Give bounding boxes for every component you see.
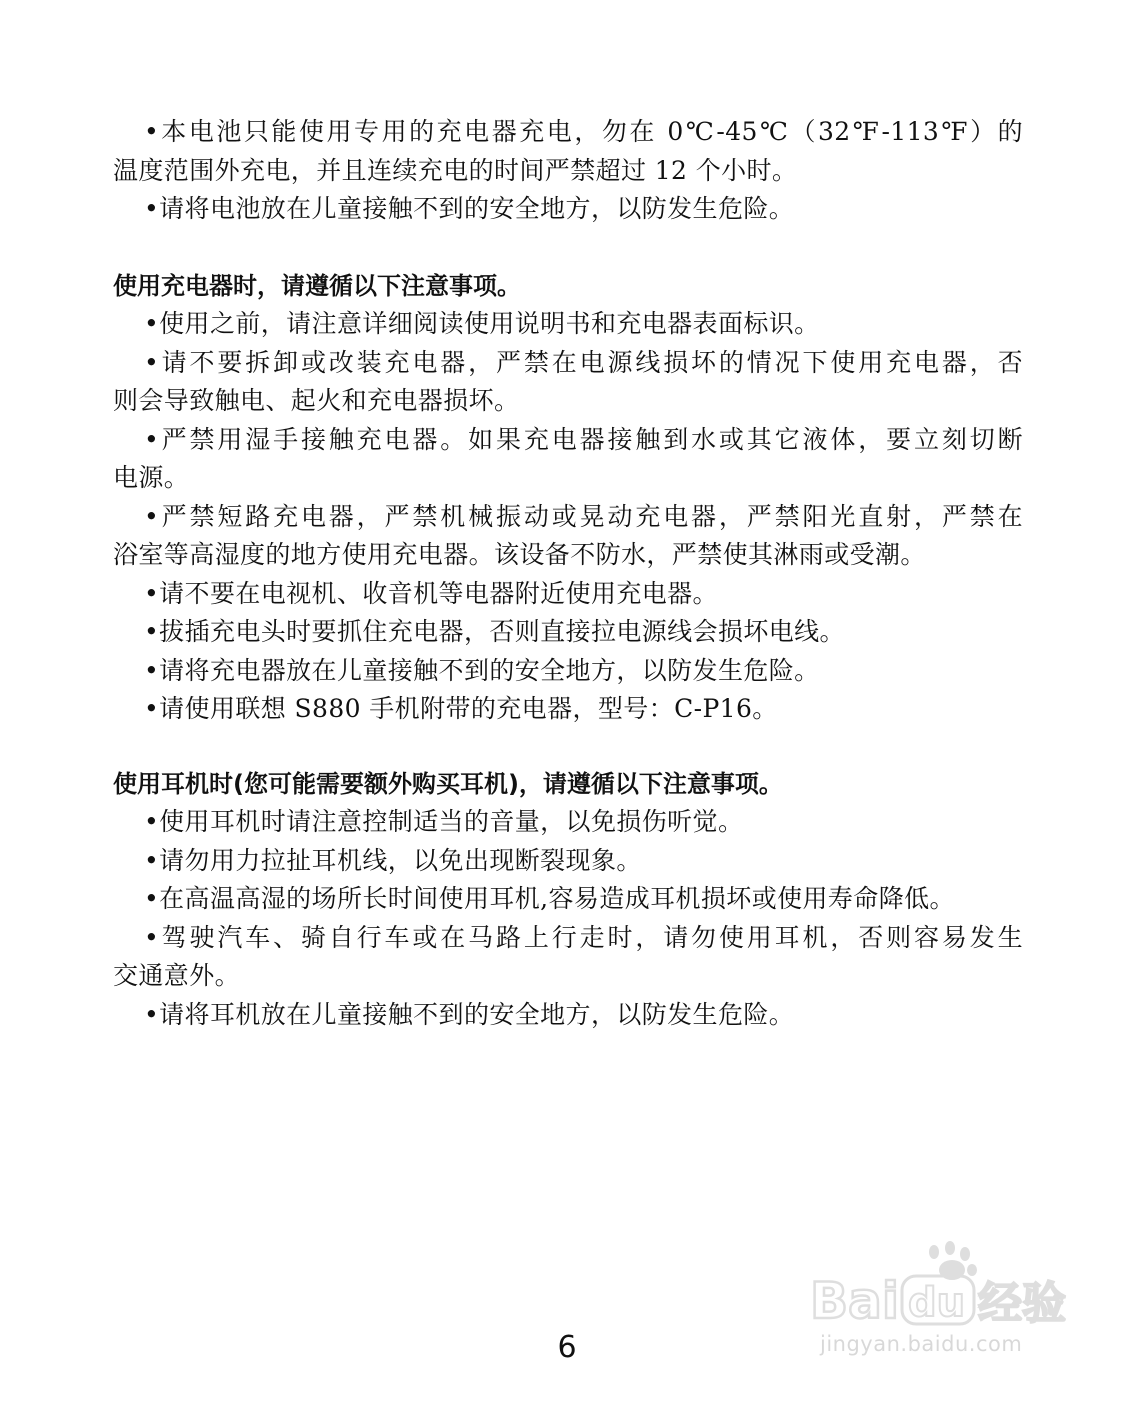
charger-item-2-line-1: •请不要拆卸或改装充电器，严禁在电源线损坏的情况下使用充电器，否 xyxy=(144,347,1023,377)
baidu-jingyan-watermark xyxy=(810,1240,1070,1370)
charger-item-7: •请将充电器放在儿童接触不到的安全地方，以防发生危险。 xyxy=(144,655,820,685)
section-gap xyxy=(113,229,1023,267)
charger-item-5: •请不要在电视机、收音机等电器附近使用充电器。 xyxy=(144,578,718,608)
svg-text:du: du xyxy=(908,1280,966,1326)
section-gap xyxy=(113,729,1023,765)
charger-item-3-line-1: •严禁用湿手接触充电器。如果充电器接触到水或其它液体，要立刻切断 xyxy=(144,424,1023,454)
charger-item-8: •请使用联想 S880 手机附带的充电器，型号：C-P16。 xyxy=(144,694,778,723)
battery-item-1-line-1: •本电池只能使用专用的充电器充电，勿在 0℃-45℃（32℉-113℉）的 xyxy=(144,117,1023,146)
headset-section-heading: 使用耳机时(您可能需要额外购买耳机)，请遵循以下注意事项。 xyxy=(113,769,783,798)
watermark-url: jingyan.baidu.com xyxy=(820,1332,1023,1356)
svg-text:Bai: Bai xyxy=(810,1272,899,1330)
headset-item-2: •请勿用力拉扯耳机线，以免出现断裂现象。 xyxy=(144,845,642,875)
headset-item-1: •使用耳机时请注意控制适当的音量，以免损伤听觉。 xyxy=(144,807,744,836)
headset-item-4-line-1: •驾驶汽车、骑自行车或在马路上行走时，请勿使用耳机，否则容易发生 xyxy=(144,922,1023,952)
charger-item-2-line-2: 则会导致触电、起火和充电器损坏。 xyxy=(113,386,520,415)
headset-item-3: •在高温高湿的场所长时间使用耳机,容易造成耳机损坏或使用寿命降低。 xyxy=(144,884,955,913)
charger-section-heading: 使用充电器时，请遵循以下注意事项。 xyxy=(113,271,521,300)
headset-item-4-line-2: 交通意外。 xyxy=(113,961,241,990)
baidu-logo-icon xyxy=(810,1240,1070,1330)
page-number: 6 xyxy=(557,1330,577,1365)
svg-text:经验: 经验 xyxy=(978,1278,1066,1329)
charger-item-1: •使用之前，请注意详细阅读使用说明书和充电器表面标识。 xyxy=(144,309,820,338)
charger-item-6: •拔插充电头时要抓住充电器，否则直接拉电源线会损坏电线。 xyxy=(144,617,845,646)
charger-item-4-line-2: 浴室等高湿度的地方使用充电器。该设备不防水，严禁使其淋雨或受潮。 xyxy=(113,540,926,569)
charger-item-3-line-2: 电源。 xyxy=(113,463,190,492)
document-page xyxy=(113,113,1023,1034)
battery-item-1-line-2: 温度范围外充电，并且连续充电的时间严禁超过 12 个小时。 xyxy=(113,155,798,185)
battery-item-2: •请将电池放在儿童接触不到的安全地方，以防发生危险。 xyxy=(144,194,795,223)
headset-item-5: •请将耳机放在儿童接触不到的安全地方，以防发生危险。 xyxy=(144,999,795,1029)
charger-item-4-line-1: •严禁短路充电器，严禁机械振动或晃动充电器，严禁阳光直射，严禁在 xyxy=(144,501,1023,531)
